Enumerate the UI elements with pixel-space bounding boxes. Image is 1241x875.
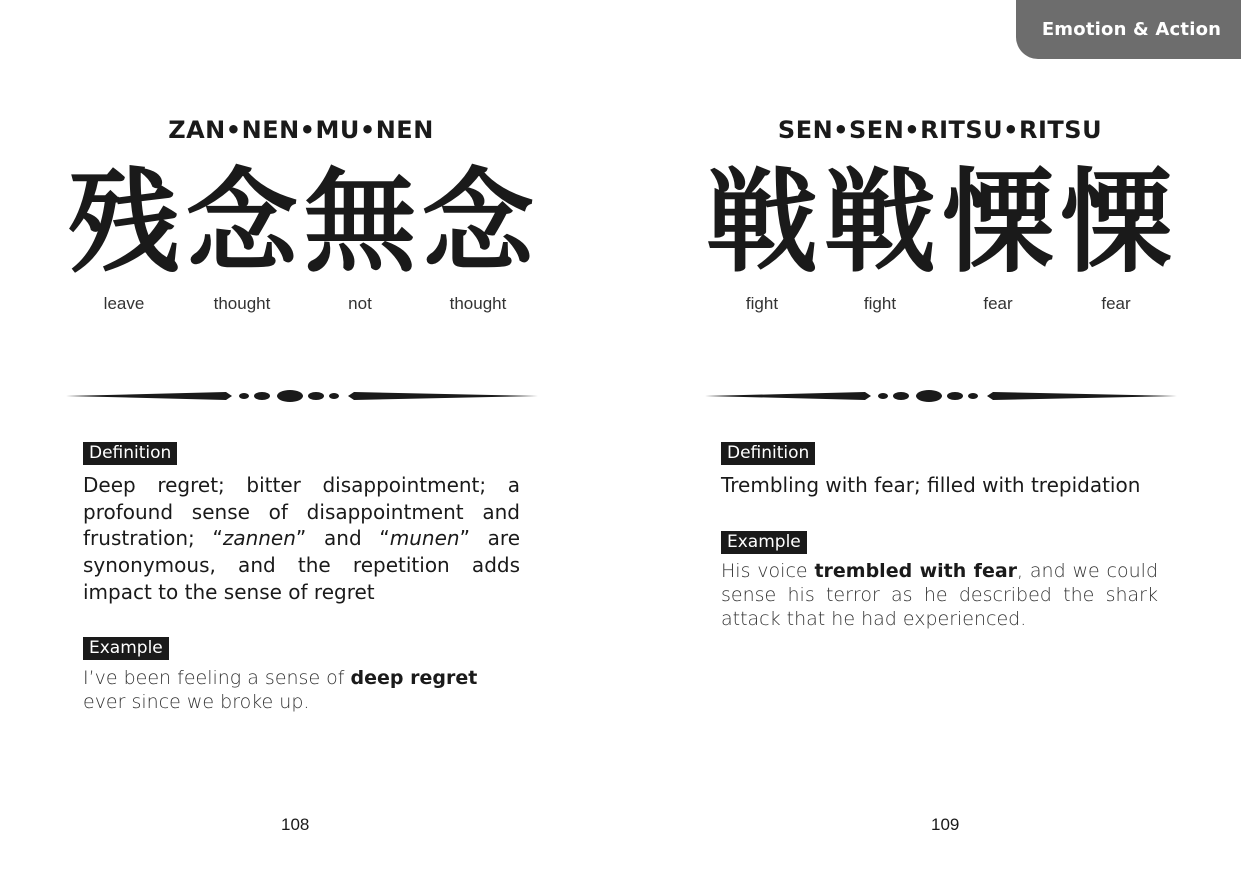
definition-label: Definition (721, 442, 815, 465)
kanji-character: 慄 (942, 157, 1054, 288)
kanji-gloss: fight (863, 294, 897, 313)
gloss-row (703, 294, 1175, 314)
romaji-reading: SEN•SEN•RITSU•RITSU (777, 116, 1103, 144)
kanji-gloss: thought (213, 294, 271, 313)
example-label: Example (721, 531, 807, 554)
kanji-gloss: thought (449, 294, 507, 313)
kanji-character: 無 (304, 157, 416, 288)
example-text: I’ve been feeling a sense of deep regret ever since we broke up. (83, 667, 478, 713)
ornament-divider-icon (66, 386, 538, 406)
kanji-gloss: not (348, 294, 372, 313)
definition-text: Trembling with fear; filled with trepidation (721, 473, 1141, 497)
example-text: His voice trembled with fear, and we could sense his terror as he described the shark attack that he had experienced. (721, 560, 1159, 630)
kanji-gloss: fear (1101, 294, 1131, 313)
kanji-gloss: leave (103, 294, 145, 313)
page-number: 109 (931, 815, 960, 834)
kanji-character: 念 (186, 157, 298, 288)
kanji-character: 戦 (706, 157, 818, 288)
kanji-row (703, 157, 1175, 288)
romaji-reading: ZAN•NEN•MU•NEN (168, 116, 434, 144)
right-page (640, 0, 1240, 875)
ornament-divider-icon (705, 386, 1177, 406)
section-tab: Emotion & Action (1016, 0, 1241, 59)
kanji-character: 戦 (824, 157, 936, 288)
kanji-character: 残 (68, 157, 180, 288)
kanji-character: 念 (422, 157, 534, 288)
kanji-gloss: fear (983, 294, 1013, 313)
kanji-character: 慄 (1060, 157, 1172, 288)
definition-label: Definition (83, 442, 177, 465)
kanji-row (65, 157, 537, 288)
left-page (0, 0, 600, 875)
page-number: 108 (281, 815, 310, 834)
kanji-gloss: fight (745, 294, 779, 313)
gloss-row (65, 294, 537, 314)
definition-text: Deep regret; bitter disappointment; a profound sense of disappointment and frustration; “zannen” and “munen” are synonymous, and the repetition adds impact to the sense of regret (83, 473, 520, 604)
example-label: Example (83, 637, 169, 660)
